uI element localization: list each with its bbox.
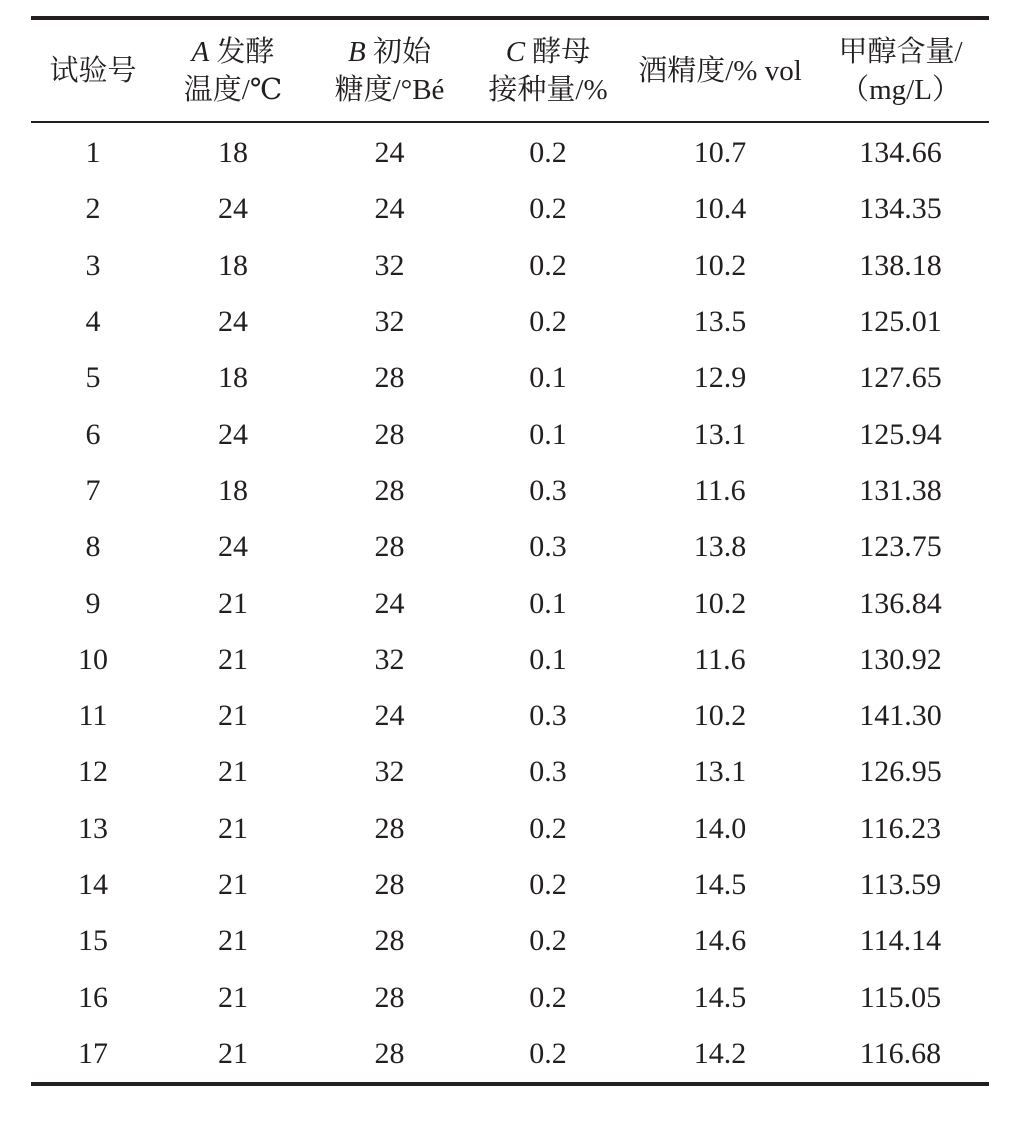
data-table (31, 20, 989, 121)
cell-inoculum: 0.1 (529, 586, 567, 620)
cell-sugar: 28 (374, 530, 405, 564)
cell-inoculum: 0.3 (529, 473, 567, 507)
data-table-body (31, 123, 989, 1082)
cell-inoculum: 0.3 (529, 530, 567, 564)
table-row (31, 857, 989, 913)
cell-temp: 21 (218, 811, 248, 845)
header-alcohol: 酒精度/% vol (638, 54, 802, 87)
bottom-rule (31, 1082, 989, 1086)
cell-alcohol: 14.0 (693, 811, 747, 845)
cell-trial-no: 4 (85, 305, 101, 339)
cell-trial-no: 10 (78, 642, 108, 676)
cell-methanol: 134.66 (859, 136, 942, 170)
cell-inoculum: 0.3 (529, 699, 567, 733)
cell-inoculum: 0.1 (529, 642, 567, 676)
cell-temp: 18 (218, 248, 248, 282)
cell-methanol: 141.30 (859, 699, 942, 733)
table-row (31, 744, 989, 800)
cell-trial-no: 2 (85, 192, 101, 226)
header-initial-sugar: B 初始 糖度/°Bé (334, 35, 445, 106)
cell-temp: 21 (218, 1036, 248, 1070)
cell-methanol: 116.68 (859, 1036, 942, 1070)
cell-trial-no: 6 (85, 417, 101, 451)
cell-temp: 21 (218, 755, 248, 789)
table-body (31, 123, 989, 1082)
cell-methanol: 126.95 (859, 755, 942, 789)
cell-sugar: 24 (374, 192, 405, 226)
cell-methanol: 116.23 (859, 811, 942, 845)
cell-temp: 24 (218, 530, 248, 564)
cell-trial-no: 12 (78, 755, 108, 789)
cell-temp: 24 (218, 417, 248, 451)
cell-trial-no: 3 (85, 248, 101, 282)
header-trial-no: 试验号 (49, 54, 137, 87)
cell-sugar: 32 (374, 248, 405, 282)
table-row (31, 632, 989, 688)
data-table-container (31, 16, 989, 1086)
cell-sugar: 32 (374, 642, 405, 676)
table-row (31, 294, 989, 350)
cell-trial-no: 11 (78, 699, 108, 733)
header-fermentation-temp: A 发酵 温度/℃ (183, 35, 283, 106)
cell-sugar: 28 (374, 1036, 405, 1070)
cell-alcohol: 10.2 (693, 699, 747, 733)
cell-inoculum: 0.2 (529, 868, 567, 901)
cell-alcohol: 14.6 (693, 924, 747, 958)
cell-inoculum: 0.2 (529, 811, 567, 845)
cell-sugar: 24 (374, 699, 405, 733)
cell-inoculum: 0.2 (529, 136, 567, 170)
cell-sugar: 28 (374, 980, 405, 1014)
table-row (31, 1026, 989, 1082)
cell-methanol: 113.59 (859, 868, 942, 901)
cell-trial-no: 14 (78, 868, 108, 901)
cell-temp: 21 (218, 924, 248, 958)
cell-alcohol: 14.5 (693, 980, 747, 1014)
cell-temp: 18 (218, 361, 248, 395)
cell-sugar: 28 (374, 868, 405, 901)
cell-temp: 18 (218, 473, 248, 507)
table-row (31, 406, 989, 462)
cell-trial-no: 8 (85, 530, 101, 564)
cell-alcohol: 14.5 (693, 868, 747, 901)
cell-inoculum: 0.2 (529, 924, 567, 958)
cell-alcohol: 13.1 (693, 755, 747, 789)
cell-temp: 24 (218, 192, 248, 226)
cell-trial-no: 17 (78, 1036, 108, 1070)
table-row (31, 123, 989, 181)
cell-trial-no: 15 (78, 924, 108, 958)
cell-sugar: 28 (374, 811, 405, 845)
table-row (31, 575, 989, 631)
cell-methanol: 130.92 (859, 642, 942, 676)
cell-sugar: 28 (374, 473, 405, 507)
cell-alcohol: 12.9 (693, 361, 747, 395)
cell-alcohol: 13.1 (693, 417, 747, 451)
cell-inoculum: 0.1 (529, 361, 567, 395)
cell-alcohol: 10.2 (693, 586, 747, 620)
cell-alcohol: 10.7 (693, 136, 747, 170)
cell-alcohol: 13.8 (693, 530, 747, 564)
table-row (31, 519, 989, 575)
cell-trial-no: 7 (85, 473, 101, 507)
table-row (31, 801, 989, 857)
header-yeast-inoculum: C 酵母 接种量/% (488, 35, 608, 106)
cell-methanol: 115.05 (859, 980, 942, 1014)
cell-temp: 21 (218, 586, 248, 620)
table-row (31, 463, 989, 519)
cell-sugar: 28 (374, 361, 405, 395)
cell-inoculum: 0.2 (529, 980, 567, 1014)
cell-alcohol: 11.6 (694, 473, 746, 507)
cell-trial-no: 13 (78, 811, 108, 845)
cell-temp: 18 (218, 136, 248, 170)
cell-alcohol: 14.2 (693, 1036, 747, 1070)
cell-methanol: 125.01 (859, 305, 942, 339)
cell-temp: 24 (218, 305, 248, 339)
cell-methanol: 131.38 (859, 473, 942, 507)
cell-methanol: 134.35 (859, 192, 942, 226)
cell-trial-no: 5 (85, 361, 101, 395)
cell-trial-no: 16 (78, 980, 108, 1014)
table-row (31, 913, 989, 969)
cell-temp: 21 (218, 868, 248, 901)
cell-sugar: 24 (374, 586, 405, 620)
cell-sugar: 28 (374, 924, 405, 958)
cell-methanol: 125.94 (859, 417, 942, 451)
cell-inoculum: 0.1 (529, 417, 567, 451)
cell-sugar: 32 (374, 305, 405, 339)
cell-trial-no: 1 (85, 136, 101, 170)
cell-methanol: 114.14 (859, 924, 942, 958)
cell-sugar: 28 (374, 417, 405, 451)
cell-alcohol: 13.5 (693, 305, 747, 339)
cell-temp: 21 (218, 642, 248, 676)
table-row (31, 969, 989, 1025)
cell-alcohol: 10.2 (693, 248, 747, 282)
cell-sugar: 24 (374, 136, 405, 170)
table-row (31, 238, 989, 294)
cell-inoculum: 0.2 (529, 1036, 567, 1070)
table-row (31, 350, 989, 406)
cell-methanol: 138.18 (859, 248, 942, 282)
cell-inoculum: 0.2 (529, 305, 567, 339)
cell-temp: 21 (218, 980, 248, 1014)
table-row (31, 688, 989, 744)
header-row (31, 20, 989, 121)
cell-inoculum: 0.2 (529, 192, 567, 226)
cell-sugar: 32 (374, 755, 405, 789)
cell-inoculum: 0.3 (529, 755, 567, 789)
table-row (31, 181, 989, 237)
header-methanol: 甲醇含量/ （mg/L） (838, 35, 963, 106)
cell-methanol: 123.75 (859, 530, 942, 564)
cell-methanol: 136.84 (859, 586, 942, 620)
cell-trial-no: 9 (85, 586, 101, 620)
cell-alcohol: 10.4 (693, 192, 747, 226)
cell-alcohol: 11.6 (694, 642, 746, 676)
cell-temp: 21 (218, 699, 248, 733)
cell-methanol: 127.65 (859, 361, 942, 395)
cell-inoculum: 0.2 (529, 248, 567, 282)
